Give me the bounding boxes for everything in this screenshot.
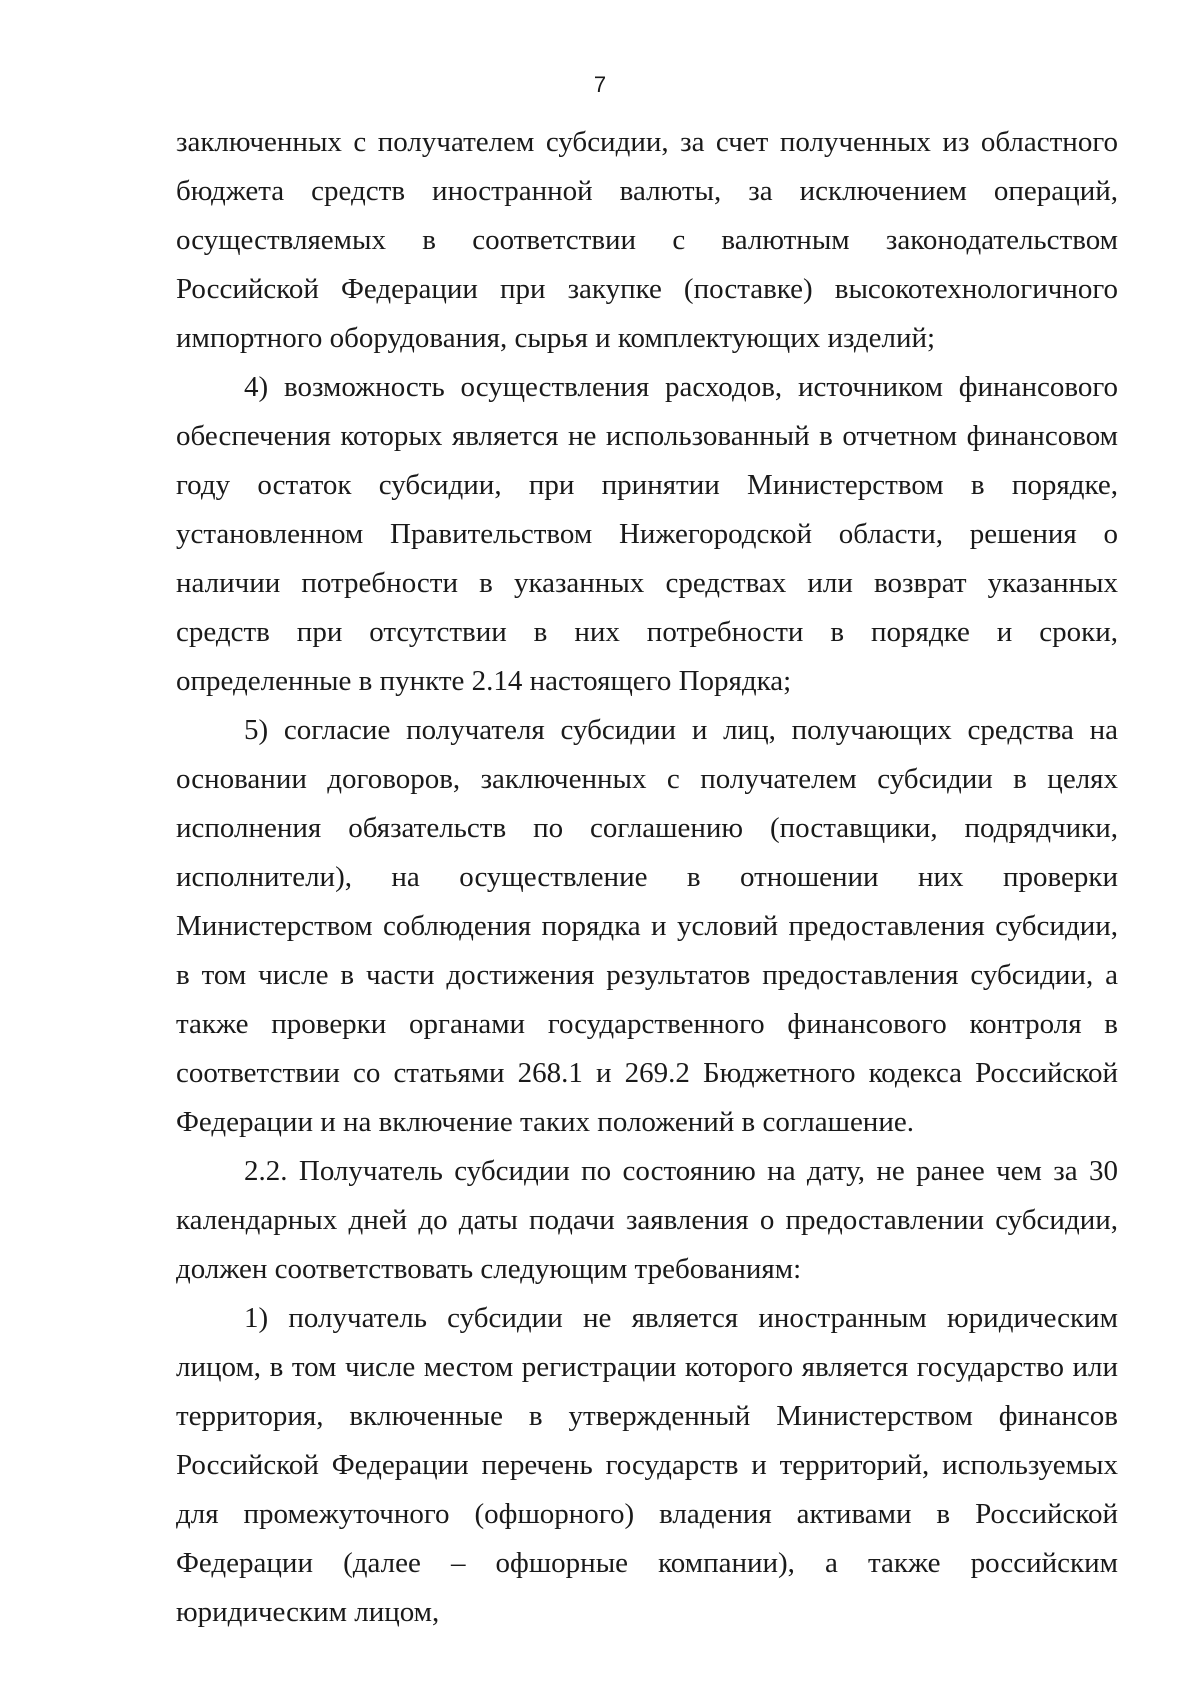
paragraph-section-2-2: 2.2. Получатель субсидии по состоянию на дату, не ранее чем за 30 календарных дней до даты подачи заявления о предоставлении субсидии, должен соответствовать следующим требованиям: bbox=[176, 1155, 1118, 1285]
paragraph-item-4: 4) возможность осуществления расходов, источником финансового обеспечения которых является не использованный в отчетном финансовом году остаток субсидии, при принятии Министерством в порядке, установленном Правительством Нижегородской области, решения о наличии потребности в указанных средствах или возврат указанных средств при отсутствии в них потребности в порядке и сроки, определенные в пункте 2.14 настоящего Порядка; bbox=[176, 371, 1118, 697]
paragraph-continuation: заключенных с получателем субсидии, за счет полученных из областного бюджета средств иностранной валюты, за исключением операций, осуществляемых в соответствии с валютным законодательством Российской Федерации при закупке (поставке) высокотехнологичного импортного оборудования, сырья и комплектующих изделий; bbox=[176, 126, 1118, 354]
paragraph-item-5: 5) согласие получателя субсидии и лиц, получающих средства на основании договоров, заключенных с получателем субсидии в целях исполнения обязательств по соглашению (поставщики, подрядчики, исполнители), на осуществление в отношении них проверки Министерством соблюдения порядка и условий предоставления субсидии, в том числе в части достижения результатов предоставления субсидии, а также проверки органами государственного финансового контроля в соответствии со статьями 268.1 и 269.2 Бюджетного кодекса Российской Федерации и на включение таких положений в соглашение. bbox=[176, 714, 1118, 1138]
document-body bbox=[176, 118, 1118, 1637]
page-number: 7 bbox=[593, 72, 607, 97]
paragraph-requirement-1: 1) получатель субсидии не является иностранным юридическим лицом, в том числе местом регистрации которого является государство или территория, включенные в утвержденный Министерством финансов Российской Федерации перечень государств и территорий, используемых для промежуточного (офшорного) владения активами в Российской Федерации (далее – офшорные компании), а также российским юридическим лицом, bbox=[176, 1302, 1118, 1628]
